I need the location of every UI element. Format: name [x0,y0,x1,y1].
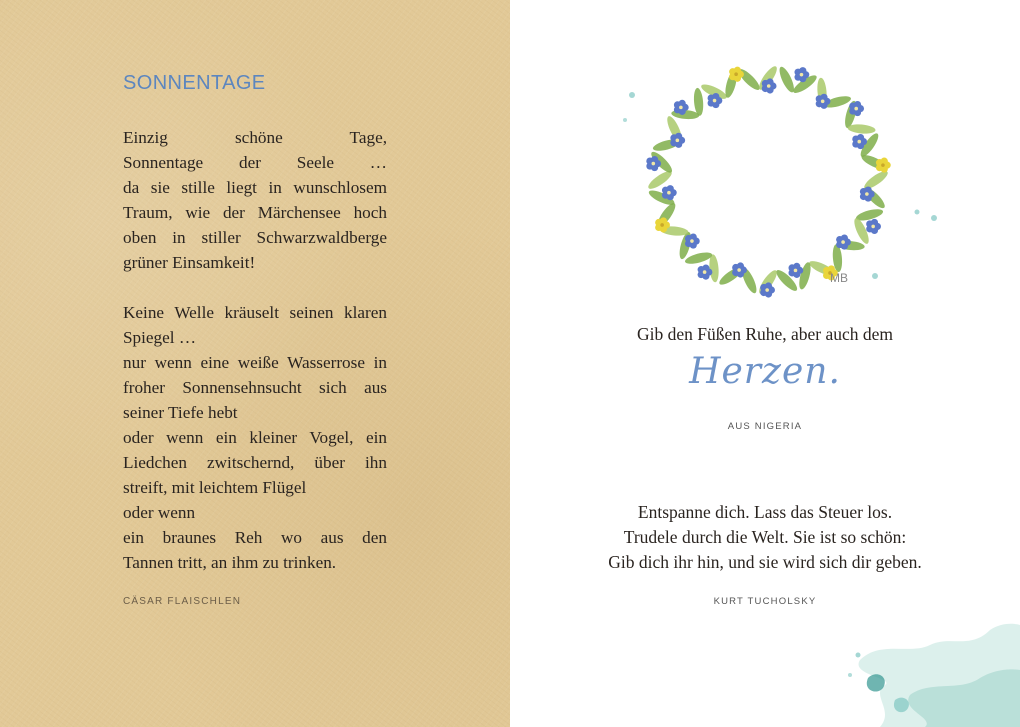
poem-line: froher Sonnensehnsucht sich aus [123,378,387,397]
wreath-leaf [847,123,876,134]
poem-author: CÄSAR FLAISCHLEN [123,596,242,607]
poem-line: grüner Einsamkeit! [123,253,256,272]
poem-line: seiner Tiefe hebt [123,403,238,422]
quote-nigeria [510,324,1020,392]
poem-title: SONNENTAGE [123,72,266,94]
forget-me-not-flower [760,282,775,297]
poem-line: nur wenn eine weiße Wasserrose in [123,353,387,372]
forget-me-not-flower [662,185,677,200]
poem-line: Sonnentage der Seele … [123,153,387,172]
poem-line: Spiegel … [123,328,197,347]
wreath-leaves [646,64,890,296]
quote-tucholsky [510,500,1020,575]
yellow-flower [729,67,744,82]
poem-line: Keine Welle kräuselt seinen klaren [123,303,387,322]
poem-line: ein braunes Reh wo aus den [123,528,387,547]
quote2-line: Gib dich ihr hin, und sie wird sich dir geben. [608,552,922,572]
watercolor-splash-decoration [840,600,1020,727]
quote1-script-word: Herzen. [689,351,841,392]
poem-line: oder wenn ein kleiner Vogel, ein [123,428,387,447]
wreath-leaf [708,254,719,283]
quote1-text: Gib den Füßen Ruhe, aber auch dem [636,324,894,344]
forget-me-not-flower [670,133,685,148]
quote1-source: AUS NIGERIA [727,421,803,432]
forget-me-not-flower [685,233,700,248]
forget-me-not-flower [849,101,864,116]
yellow-flower [876,158,891,173]
poem-line: Liedchen zwitschernd, über ihn [123,453,387,472]
stanza-break [123,275,387,300]
poem-line: Tannen tritt, an ihm zu trinken. [123,553,337,572]
poem-line: da sie stille liegt in wunschlosem [123,178,387,197]
poem-line: oder wenn [123,503,196,522]
poem-line: Einzig schöne Tage, [123,128,387,147]
poem-line: oben in stiller Schwarzwaldberge [123,228,387,247]
flower-wreath-illustration [620,50,950,310]
poem-line: Traum, wie der Märchensee hoch [123,203,387,222]
quote2-line: Entspanne dich. Lass das Steuer los. [637,502,893,522]
poem-line: streift, mit leichtem Flügel [123,478,307,497]
artist-signature: MB [830,271,848,285]
quote2-line: Trudele durch die Welt. Sie ist so schön: [623,527,907,547]
poem-body [123,125,387,575]
wreath-leaf [684,250,713,266]
forget-me-not-flower [866,219,881,234]
forget-me-not-flower [762,78,777,93]
quote2-author: KURT TUCHOLSKY [713,596,817,607]
